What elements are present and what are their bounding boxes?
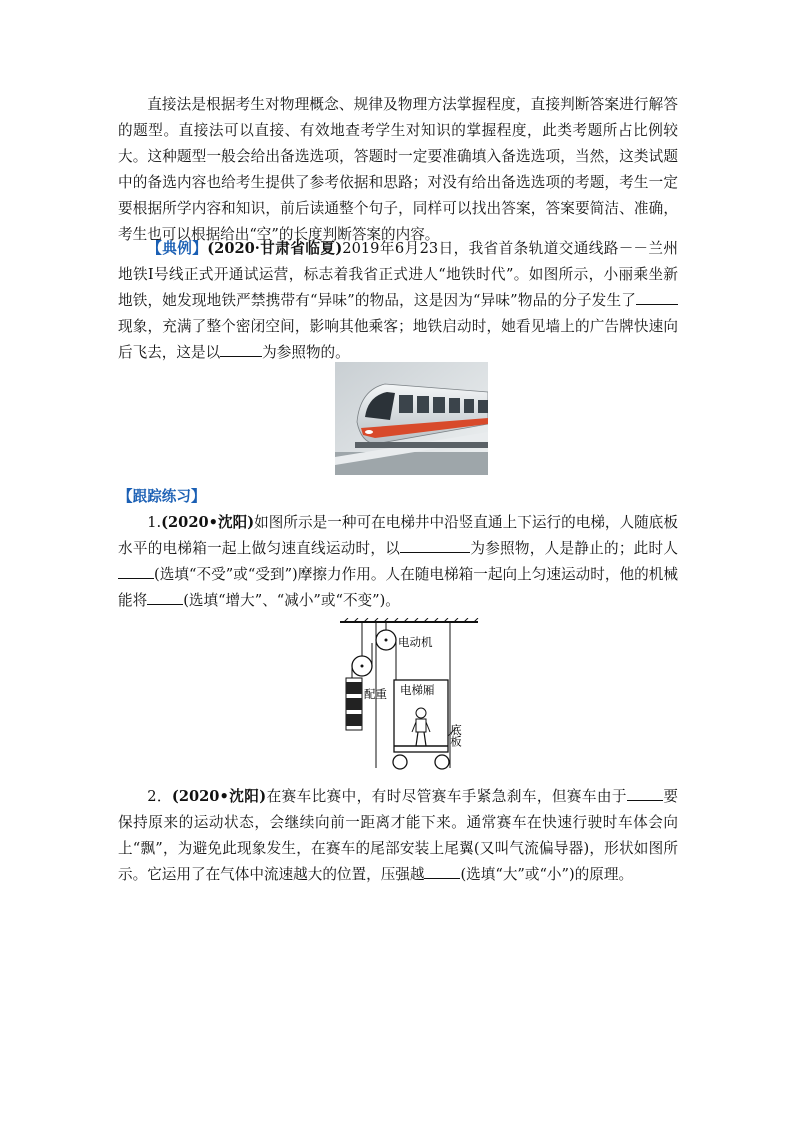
question-1-text-2: 为参照物，人是静止的；此时人 <box>470 540 678 557</box>
example-tag: 【典例】 <box>147 240 208 257</box>
question-2-source: (2020•沈阳) <box>171 788 267 805</box>
example-source: (2020·甘肃省临夏) <box>207 240 343 257</box>
example-text-3: 为参照物的。 <box>262 344 350 361</box>
question-1-source: (2020•沈阳) <box>161 514 255 531</box>
answer-blank[interactable] <box>147 589 183 605</box>
question-1-text-4: (选填“增大”、“减小”或“不变”)。 <box>183 592 400 609</box>
car-label: 电梯厢 <box>400 683 435 697</box>
intro-paragraph <box>118 92 678 248</box>
practice-heading <box>118 484 678 510</box>
motor-label: 电动机 <box>398 635 433 649</box>
practice-tag: 【跟踪练习】 <box>118 488 206 505</box>
example-text-1: 2019年6月23日，我省首条轨道交通线路－－兰州地铁Ⅰ号线正式开通试运营，标志着我省正式进人“地铁时代”。如图所示，小丽乘坐新地铁，她发现地铁严禁携带有“异味”的物品，这是因为“异味”物品的分子发生了 <box>118 240 678 309</box>
example-text-2: 现象，充满了整个密闭空间，影响其他乘客；地铁启动时，她看见墙上的广告牌快速向后飞去，这是以 <box>118 318 678 361</box>
question-2-text-1: 在赛车比赛中，有时尽管赛车手紧急刹车，但赛车由于 <box>266 788 627 805</box>
answer-blank[interactable] <box>627 785 663 801</box>
question-1-number: 1. <box>147 514 162 531</box>
subway-train-image <box>335 362 488 475</box>
question-2-text-2: 要保持原来的运动状态，会继续向前一距离才能下来。通常赛车在快速行驶时车体会向上“飘”，为避免此现象发生，在赛车的尾部安装上尾翼(又叫气流偏导器)，形状如图所示。它运用了在气体中流速越大的位置，压强越 <box>118 788 678 883</box>
question-1 <box>118 510 678 614</box>
example-question <box>118 236 678 366</box>
intro-text: 直接法是根据考生对物理概念、规律及物理方法掌握程度，直接判断答案进行解答的题型。直接法可以直接、有效地查考学生对知识的掌握程度，此类考题所占比例较大。这种题型一般会给出备选选项，答题时一定要准确填入备选选项，当然，这类试题中的备选内容也给考生提供了参考依据和思路；对没有给出备选选项的考题，考生一定要根据所学内容和知识，前后读通整个句子，同样可以找出答案，答案要简洁、准确，考生也可以根据给出“空”的长度判断答案的内容。 <box>118 96 678 243</box>
answer-blank[interactable] <box>220 341 262 357</box>
elevator-diagram <box>338 618 482 774</box>
answer-blank[interactable] <box>636 289 678 305</box>
question-2-number: 2． <box>147 788 172 805</box>
answer-blank[interactable] <box>118 563 154 579</box>
question-2-text-3: (选填“大”或“小”)的原理。 <box>460 866 634 883</box>
answer-blank[interactable] <box>400 537 470 553</box>
question-1-text-1: 如图所示是一种可在电梯井中沿竖直通上下运行的电梯，人随底板水平的电梯箱一起上做匀速直线运动时，以 <box>118 514 678 557</box>
floor-label: 底板 <box>449 724 463 747</box>
question-2 <box>118 784 678 888</box>
question-1-text-3: (选填“不受”或“受到”)摩擦力作用。人在随电梯箱一起向上匀速运动时，他的机械能将 <box>118 566 678 609</box>
counterweight-label: 配重 <box>364 687 387 701</box>
answer-blank[interactable] <box>424 863 460 879</box>
